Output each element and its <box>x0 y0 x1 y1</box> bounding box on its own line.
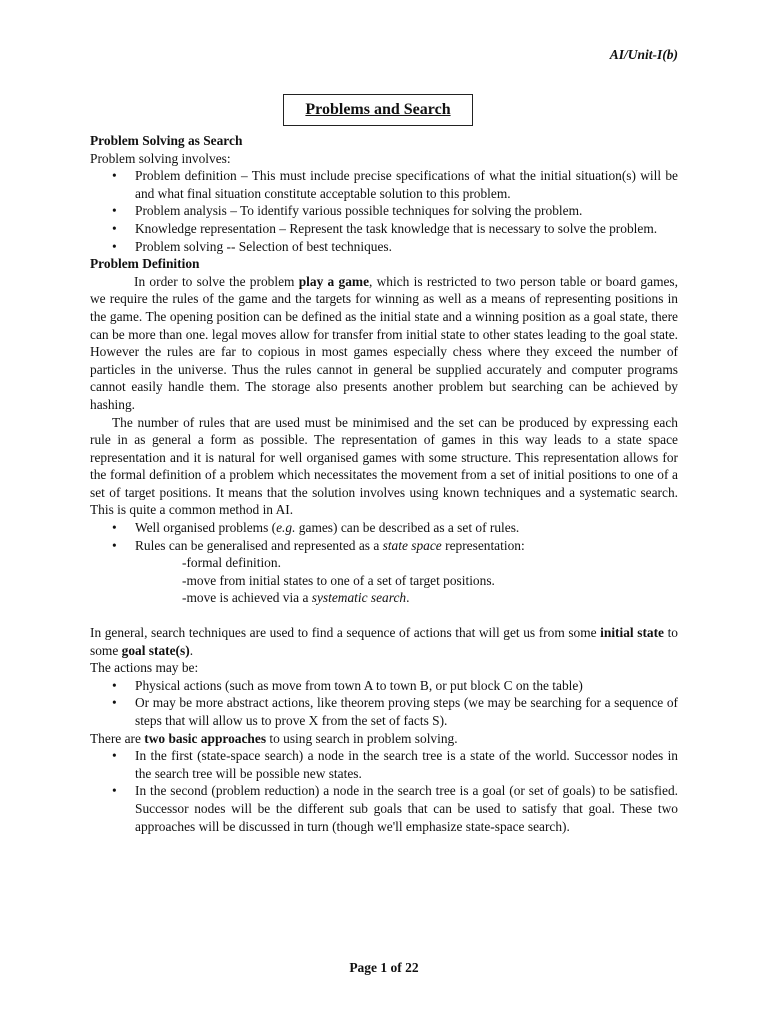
page-title: Problems and Search <box>305 101 451 118</box>
rules-list <box>90 519 678 554</box>
page-number: Page 1 of 22 <box>349 960 419 975</box>
actions-list <box>90 677 678 730</box>
actions-intro: The actions may be: <box>90 660 199 676</box>
sub-item: -move from initial states to one of a set of target positions. <box>182 572 495 588</box>
list-item: • Or may be more abstract actions, like theorem proving steps (we may be searching for a sequence of steps that will allow us to prove X from the set of facts S). <box>90 694 678 729</box>
approaches-list <box>90 747 678 835</box>
paragraph-rules: The number of rules that are used must be minimised and the set can be produced by expressing each rule in as general a form as possible. The representation of games in this way leads to a state space representation and it is natural for well organised games with some structure. This representation allows for the formal definition of a problem which necessitates the movement from a set of initial positions to one of a set of target positions. It means that the solution involves using known techniques and a systematic search. This is quite a common method in AI. <box>90 414 678 518</box>
list-item: • Problem analysis – To identify various possible techniques for solving the problem. <box>90 202 678 220</box>
content <box>90 132 678 835</box>
list-item: • Well organised problems (e.g. games) can be described as a set of rules. <box>90 519 678 537</box>
involves-list <box>90 167 678 255</box>
unit-header: AI/Unit-I(b) <box>609 47 678 62</box>
paragraph-play-game: In order to solve the problem play a game, which is restricted to two person table or board games, we require the rules of the game and the targets for winning as well as a means of representing positions in the game. The opening position can be defined as the initial state and a winning position as a goal state, there can be more than one. legal moves allow for transfer from initial state to other states leading to the goal state. However the rules are far to copious in most games especially chess where they exceed the number of particles in the universe. Thus the rules cannot in general be supplied accurately and computer programs cannot easily handle them. The storage also presents another problem but searching can be achieved by hashing. <box>90 273 678 412</box>
approaches-intro: There are two basic approaches to using search in problem solving. <box>90 730 458 746</box>
section-heading-search: Problem Solving as Search <box>90 133 243 148</box>
sub-item: -move is achieved via a systematic search. <box>182 590 410 606</box>
list-item: • Rules can be generalised and represented as a state space representation: <box>90 537 678 555</box>
sub-item: -formal definition. <box>182 555 281 571</box>
paragraph-search-techniques: In general, search techniques are used to find a sequence of actions that will get us from some initial state to some goal state(s). <box>90 625 678 658</box>
list-item: • Knowledge representation – Represent the task knowledge that is necessary to solve the problem. <box>90 220 678 238</box>
list-item: • In the second (problem reduction) a node in the search tree is a goal (or set of goals) to be satisfied. Successor nodes will be the different sub goals that can be used to satisfy that goal. These two approaches will be discussed in turn (though we'll emphasize state-space search). <box>90 782 678 835</box>
list-item: • In the first (state-space search) a node in the search tree is a state of the world. Successor nodes in the search tree will be possible new states. <box>90 747 678 782</box>
list-item: • Physical actions (such as move from town A to town B, or put block C on the table) <box>90 677 678 695</box>
title-box <box>283 94 473 126</box>
list-item: • Problem definition – This must include precise specifications of what the initial situation(s) will be and what final situation constitute acceptable solution to this problem. <box>90 167 678 202</box>
section-heading-definition: Problem Definition <box>90 256 200 272</box>
intro-text: Problem solving involves: <box>90 150 231 166</box>
list-item: • Problem solving -- Selection of best techniques. <box>90 238 678 256</box>
